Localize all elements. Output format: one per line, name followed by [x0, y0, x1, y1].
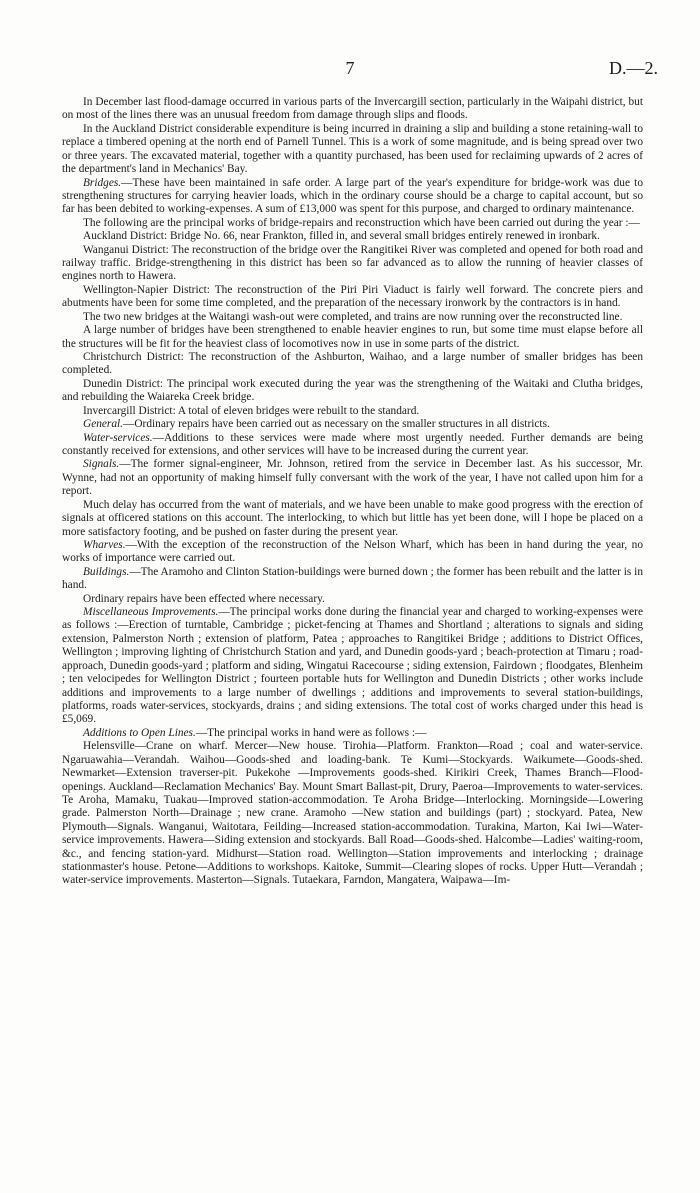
- paragraph: [62, 324, 643, 351]
- paragraph: [62, 727, 643, 740]
- paragraph: [62, 539, 643, 566]
- paragraph-text: In December last flood-damage occurred in various parts of the Invercargill section, particularly in the Waipahi district, but on most of the lines there was an unusual freedom from damage through slips and floods.: [62, 96, 643, 122]
- paragraph: [62, 458, 643, 498]
- paragraph: [62, 593, 643, 606]
- section-heading: General.: [83, 418, 124, 431]
- paragraph: [62, 499, 643, 539]
- paragraph-text: —Ordinary repairs have been carried out as necessary on the smaller structures in all districts.: [123, 418, 550, 431]
- paragraph: [62, 351, 643, 378]
- paragraph-text: —With the exception of the reconstruction of the Nelson Wharf, which has been in hand during the year, no works of importance were carried out.: [62, 538, 643, 565]
- paragraph-text: —The principal works done during the financial year and charged to working-expenses were as follows :—Erection of turntable, Cambridge ; picket-fencing at Thames and Shortland ; alterations to signals and siding extension, Palmerston North ; extension of platform, Patea ; approaches to Rangitikei Bridge ; additions to District Offices, Wellington ; improving lighting of Christchurch Station and yard, and Dunedin goods-yard ; beach-protection at Timaru ; road-approach, Dunedin goods-yard ; platform and siding, Wingatui Racecourse ; siding extension, Fairdown ; floodgates, Blenheim ; ten velocipedes for Wellington District ; fourteen portable huts for Wellington and Dunedin Districts ; other works include additions and improvements to a large number of dwellings ; additions and improvements to several station-buildings, platforms, roads water-services, stockyards, drains ; and siding extensions. The total cost of works charged under this head is £5,069.: [62, 606, 643, 726]
- section-heading: Water-services.: [83, 431, 153, 444]
- paragraph-text: Ordinary repairs have been effected where necessary.: [83, 592, 325, 605]
- paragraph: [62, 378, 643, 405]
- paragraph: [62, 311, 643, 324]
- section-heading: Wharves.: [83, 538, 126, 551]
- paragraph-text: The two new bridges at the Waitangi wash-out were completed, and trains are now running over the reconstructed line.: [83, 310, 623, 323]
- section-heading: Additions to Open Lines.: [83, 726, 196, 739]
- paragraph-text: Invercargill District: A total of eleven bridges were rebuilt to the standard.: [83, 404, 420, 417]
- paragraph: [62, 177, 643, 217]
- section-heading: Signals.: [83, 458, 120, 471]
- page-header: [0, 58, 700, 80]
- paragraph-text: Wanganui District: The reconstruction of the bridge over the Rangitikei River was completed and opened for both road and railway traffic. Bridge-strengthening in this district has been so far advanced as to allow the running of heavier classes of engines north to Hawera.: [62, 243, 643, 283]
- paragraph-text: In the Auckland District considerable expenditure is being incurred in draining a slip and building a stone retaining-wall to replace a timbered opening at the north end of Parnell Tunnel. This is a work of some magnitude, and is being spread over two or three years. The excavated material, together with a quantity purchased, has been used for reclaiming upwards of 2 acres of the department's land in Mechanics' Bay.: [62, 122, 643, 176]
- paragraph: [62, 566, 643, 593]
- paragraph-text: Dunedin District: The principal work executed during the year was the strengthening of the Waitaki and Clutha bridges, and rebuilding the Waiareka Creek bridge.: [62, 377, 643, 404]
- paragraph-text: —The principal works in hand were as follows :—: [195, 726, 427, 739]
- paragraph-text: Helensville—Crane on wharf. Mercer—New house. Tirohia—Platform. Frankton—Road ; coal and water-service. Ngaruawahia—Verandah. Waihou—Goods-shed and loading-bank. Te Kumi—Stockyards. Waikumete—Goods-shed. Newmarket—Extension traverser-pit. Pukekohe —Improvements goods-shed. Kirikiri Creek, Thames Branch—Flood-openings. Auckland—Reclamation Mechanics' Bay. Mount Smart Ballast-pit, Drury, Paeroa—Improvements to water-services. Te Aroha, Mamaku, Tuakau—Improved station-accommodation. Te Aroha Bridge—Interlocking. Morningside—Lowering grade. Palmerston North—Drainage ; new crane. Aramoho —New station and buildings (part) ; stockyard. Patea, New Plymouth—Signals. Wanganui, Waitotara, Feilding—Increased station-accommodation. Turakina, Marton, Kai Iwi—Water-service improvements. Hawera—Siding extension and stockyards. Ball Road—Goods-shed. Halcombe—Ladies' waiting-room, &c., and fencing station-yard. Midhurst—Station road. Wellington—Station improvements and interlocking ; drainage stationmaster's house. Petone—Additions to workshops. Kaitoke, Summit—Clearing slopes of rocks. Upper Hutt—Verandah ; water-service improvements. Masterton—Signals. Tutaekara, Farndon, Mangatera, Waipawa—Im-: [62, 740, 643, 887]
- paragraph: [62, 284, 643, 311]
- paragraph-text: —These have been maintained in safe order. A large part of the year's expenditure for bridge-work was due to strengthening structures for carrying heavier loads, which in the ordinary course should be a charge to capital account, but so far has been debited to working-expenses. A sum of £13,000 was spent for this purpose, and charged to ordinary maintenance.: [62, 176, 643, 216]
- paragraph: [62, 244, 643, 284]
- paragraph-text: The following are the principal works of bridge-repairs and reconstruction which have been carried out during the year :—: [83, 216, 640, 229]
- document-reference: D.—2.: [609, 58, 658, 78]
- paragraph-text: Wellington-Napier District: The reconstruction of the Piri Piri Viaduct is fairly well forward. The concrete piers and abutments have been for some time completed, and the preparation of the necessary ironwork by the contractors is in hand.: [62, 283, 643, 310]
- paragraph-text: —The Aramoho and Clinton Station-buildings were burned down ; the former has been rebuilt and the latter is in hand.: [62, 565, 643, 592]
- paragraph: [62, 230, 643, 243]
- paragraph: [62, 123, 643, 177]
- paragraph-text: A large number of bridges have been strengthened to enable heavier engines to run, but some time must elapse before all the structures will be fit for the heaviest class of locomotives now in use in some parts of the district.: [62, 324, 643, 350]
- document-body: [62, 96, 643, 888]
- paragraph: [62, 740, 643, 888]
- section-heading: Buildings.: [83, 565, 130, 578]
- paragraph-text: —Additions to these services were made where most urgently needed. Further demands are being constantly received for extensions, and other services will have to be increased during the current year.: [62, 431, 643, 457]
- paragraph: [62, 418, 643, 431]
- paragraph: [62, 606, 643, 727]
- section-heading: Miscellaneous Improvements.: [83, 606, 219, 619]
- paragraph-text: Christchurch District: The reconstruction of the Ashburton, Waihao, and a large number of smaller bridges has been completed.: [62, 351, 643, 377]
- paragraph: [62, 432, 643, 459]
- paragraph: [62, 217, 643, 230]
- paragraph: [62, 405, 643, 418]
- page-number: 7: [345, 58, 355, 78]
- paragraph-text: —The former signal-engineer, Mr. Johnson, retired from the service in December last. As his successor, Mr. Wynne, had not an opportunity of making himself fully conversant with the work of the year, I have not called upon him for a report.: [62, 458, 643, 498]
- paragraph: [62, 96, 643, 123]
- section-heading: Bridges.: [83, 176, 122, 189]
- paragraph-text: Auckland District: Bridge No. 66, near Frankton, filled in, and several small bridges entirely renewed in ironbark.: [83, 230, 600, 243]
- paragraph-text: Much delay has occurred from the want of materials, and we have been unable to make good progress with the erection of signals at officered stations on this account. The interlocking, to which but little has yet been done, will I hope be placed on a more satisfactory footing, and be pushed on faster during the present year.: [62, 498, 643, 538]
